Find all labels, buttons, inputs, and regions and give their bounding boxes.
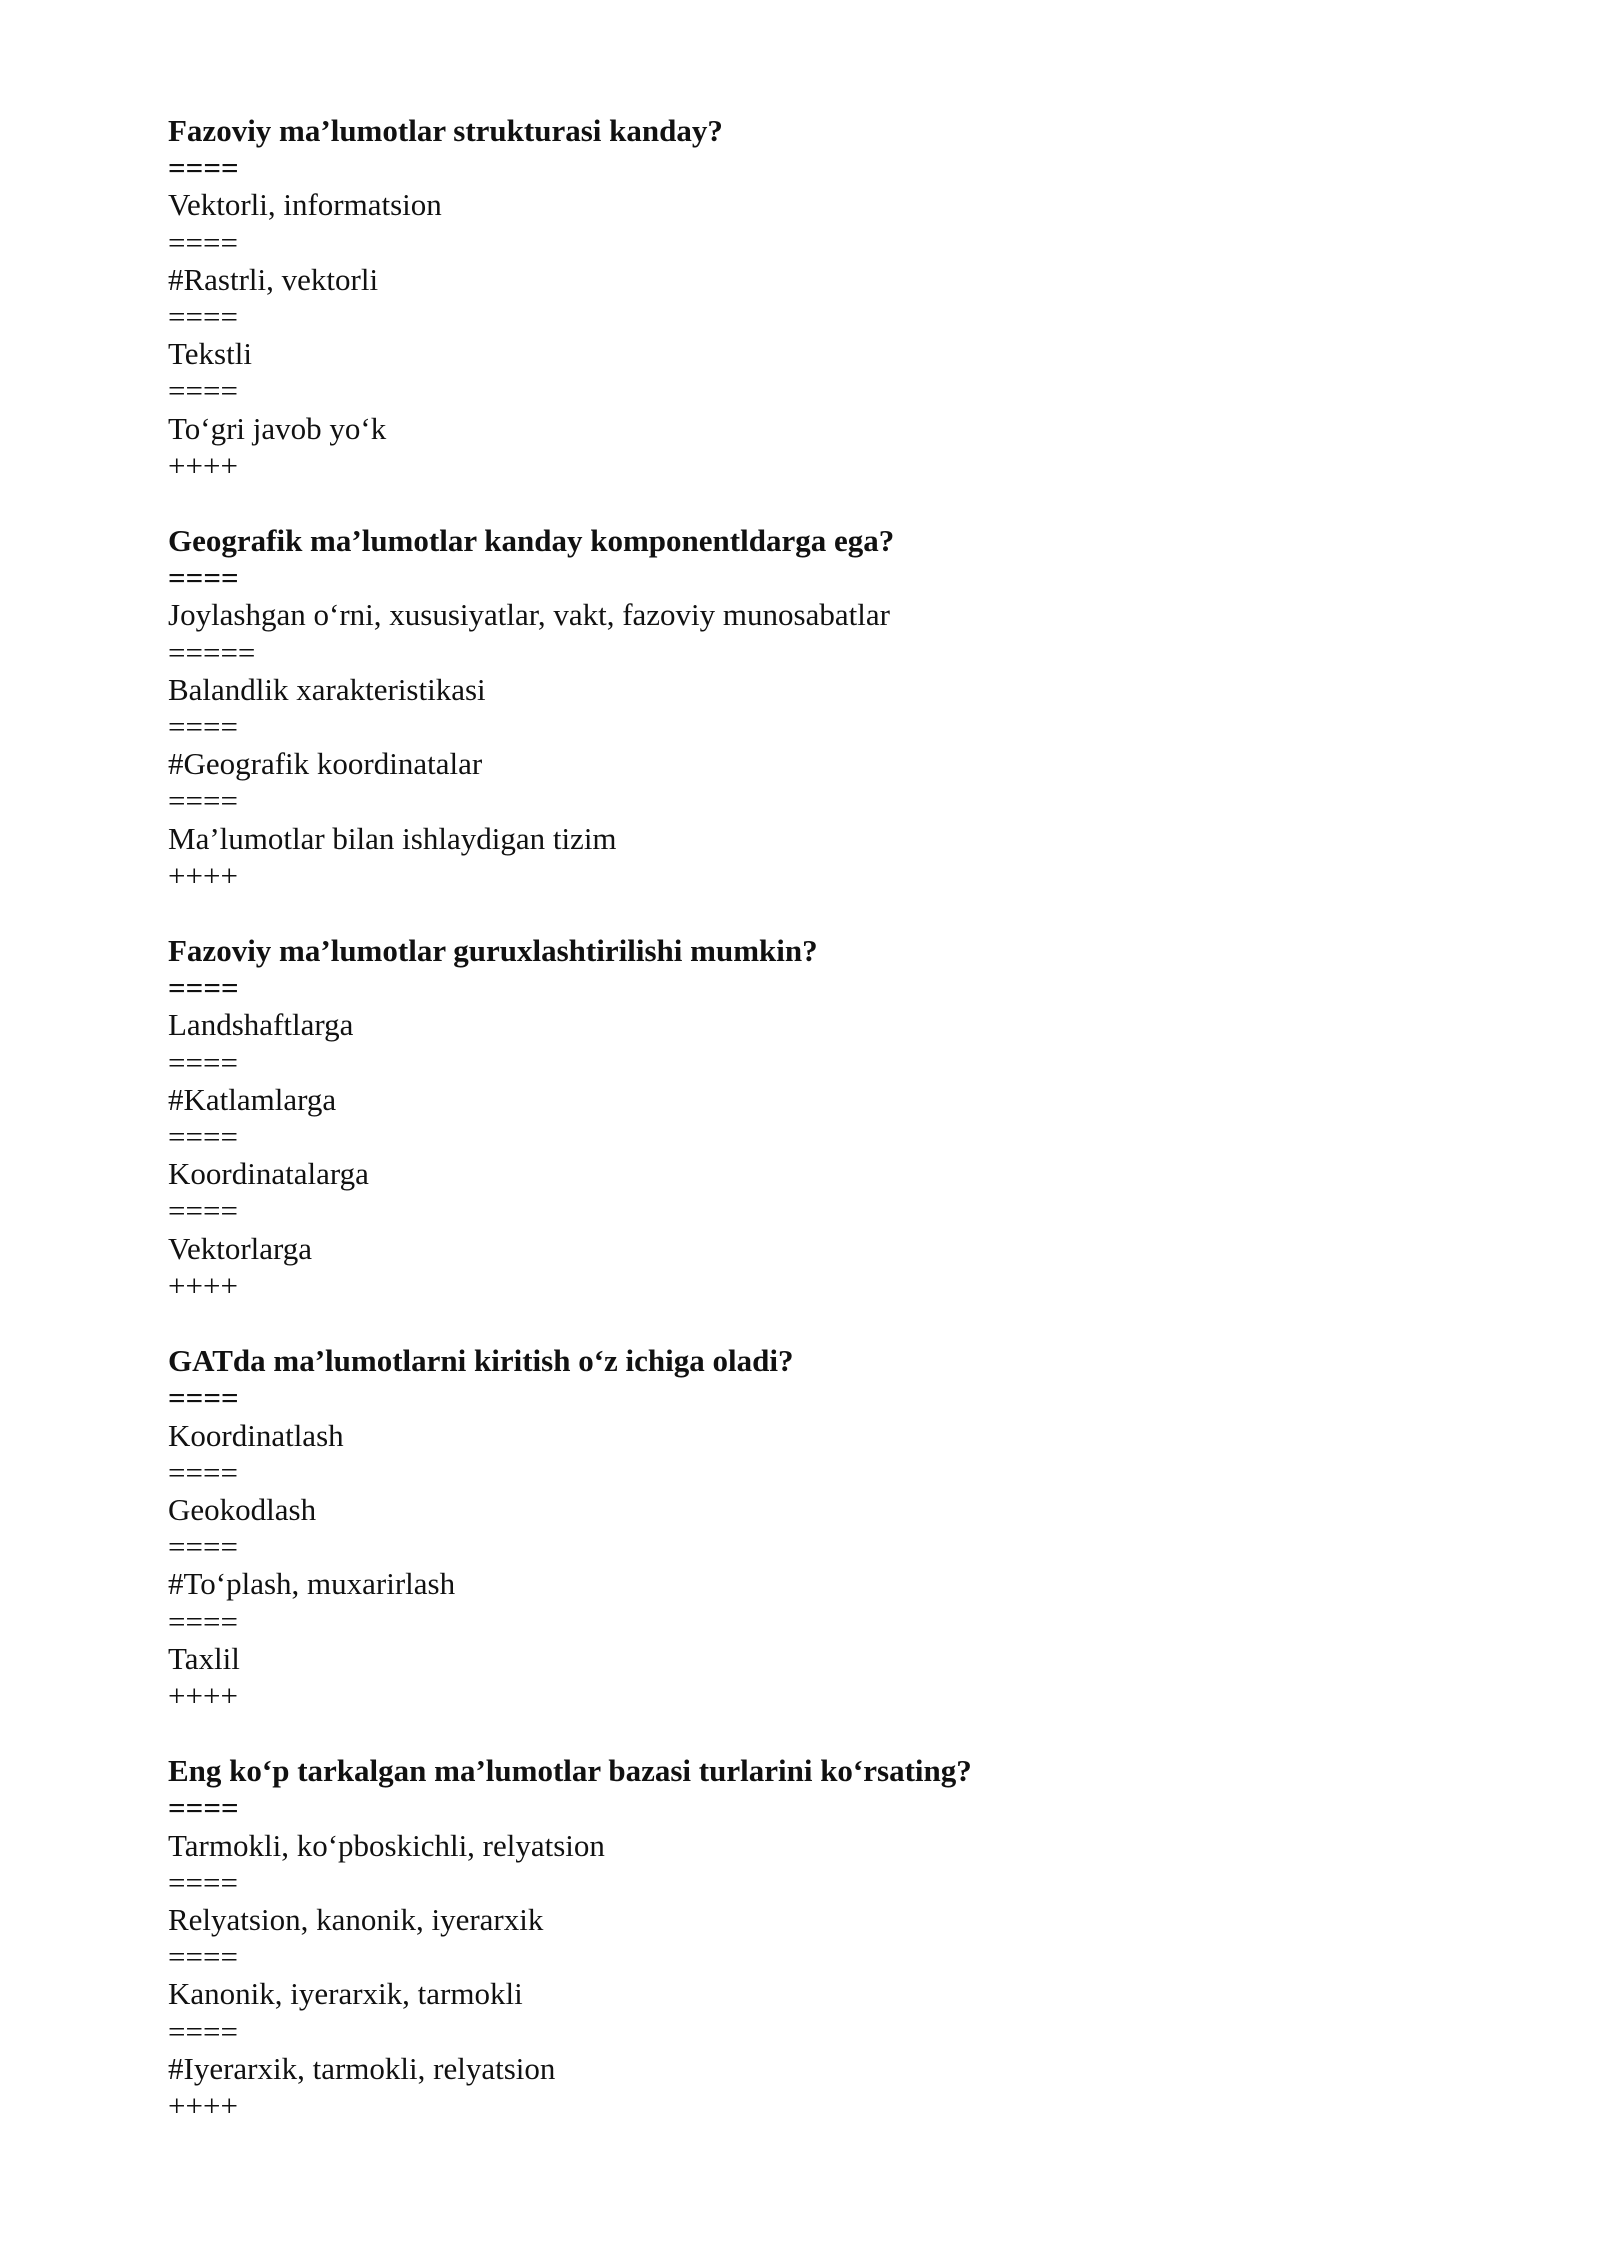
separator: ==== <box>168 1529 238 1565</box>
answer-option: Relyatsion, kanonik, iyerarxik <box>168 1901 544 1937</box>
question-block <box>168 112 1468 484</box>
answer-option: Tarmokli, ko‘pboskichli, relyatsion <box>168 1827 605 1863</box>
answer-option: #To‘plash, muxarirlash <box>168 1566 456 1602</box>
answer-option: Koordinatalarga <box>168 1156 369 1192</box>
question-block <box>168 932 1468 1304</box>
separator: ==== <box>168 299 238 335</box>
separator: ==== <box>168 1603 238 1639</box>
question-block <box>168 1342 1468 1714</box>
answer-option: Geokodlash <box>168 1491 317 1527</box>
question-title: Eng ko‘p tarkalgan ma’lumotlar bazasi turlarini ko‘rsating? <box>168 1753 972 1789</box>
answer-option: Taxlil <box>168 1640 240 1676</box>
question-title: Geografik ma’lumotlar kanday komponentldarga ega? <box>168 523 895 559</box>
separator: ==== <box>168 1193 238 1229</box>
answer-option: Balandlik xarakteristikasi <box>168 671 486 707</box>
answer-option: Ma’lumotlar bilan ishlaydigan tizim <box>168 820 617 856</box>
end-marker: ++++ <box>168 1267 238 1303</box>
question-title: Fazoviy ma’lumotlar guruxlashtirilishi mumkin? <box>168 933 818 969</box>
separator: ==== <box>168 783 238 819</box>
separator: ==== <box>168 1044 238 1080</box>
end-marker: ++++ <box>168 2087 238 2123</box>
separator: ==== <box>168 709 238 745</box>
separator: ==== <box>168 150 239 186</box>
separator: ===== <box>168 634 256 670</box>
end-marker: ++++ <box>168 1677 238 1713</box>
separator: ==== <box>168 1454 238 1490</box>
question-block <box>168 522 1468 894</box>
answer-option: Vektorli, informatsion <box>168 187 442 223</box>
answer-option: Kanonik, iyerarxik, tarmokli <box>168 1976 523 2012</box>
separator: ==== <box>168 1864 238 1900</box>
separator: ==== <box>168 373 238 409</box>
answer-option: #Rastrli, vektorli <box>168 261 379 297</box>
separator: ==== <box>168 1380 239 1416</box>
answer-option: Koordinatlash <box>168 1417 344 1453</box>
question-title: GATda ma’lumotlarni kiritish o‘z ichiga oladi? <box>168 1343 794 1379</box>
answer-option: Landshaftlarga <box>168 1007 354 1043</box>
answer-option: Tekstli <box>168 336 252 372</box>
end-marker: ++++ <box>168 857 238 893</box>
question-block <box>168 1752 1468 2124</box>
separator: ==== <box>168 560 239 596</box>
separator: ==== <box>168 224 238 260</box>
separator: ==== <box>168 2013 238 2049</box>
separator: ==== <box>168 970 239 1006</box>
end-marker: ++++ <box>168 447 238 483</box>
answer-option: #Iyerarxik, tarmokli, relyatsion <box>168 2050 556 2086</box>
answer-option: Joylashgan o‘rni, xususiyatlar, vakt, fazoviy munosabatlar <box>168 597 890 633</box>
question-title: Fazoviy ma’lumotlar strukturasi kanday? <box>168 113 723 148</box>
answer-option: Vektorlarga <box>168 1230 313 1266</box>
separator: ==== <box>168 1939 238 1975</box>
answer-option: #Katlamlarga <box>168 1081 337 1117</box>
separator: ==== <box>168 1790 239 1826</box>
answer-option: To‘gri javob yo‘k <box>168 410 387 446</box>
test-questions <box>168 112 1468 2162</box>
separator: ==== <box>168 1119 238 1155</box>
answer-option: #Geografik koordinatalar <box>168 746 483 782</box>
